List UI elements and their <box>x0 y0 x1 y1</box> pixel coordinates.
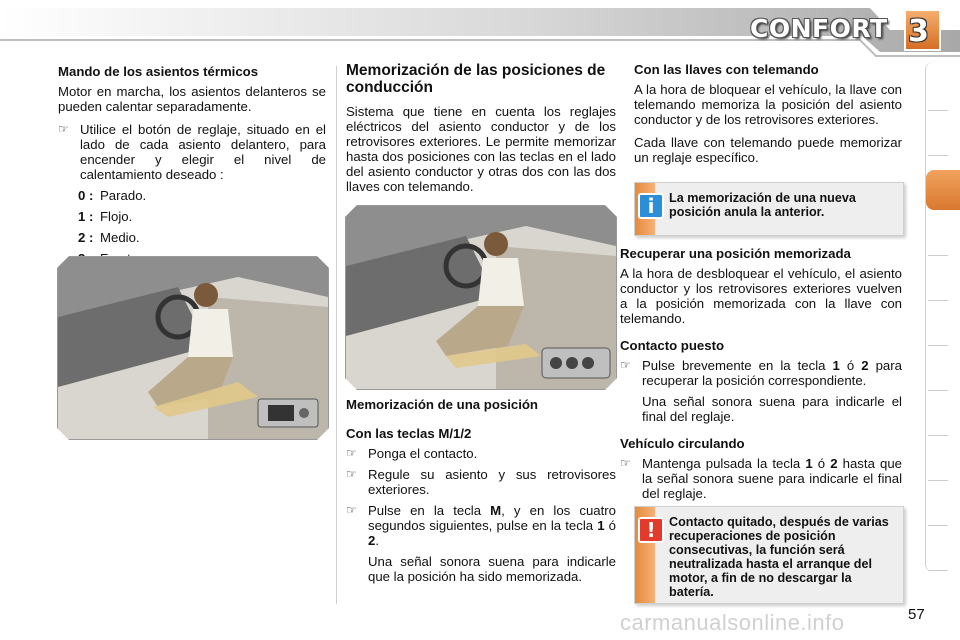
recall-text: A la hora de desbloquear el vehículo, el asiento conductor y los retrovisores exteriores vuelven a la posición memorizada con la llave con telemando. <box>620 266 902 326</box>
key-2: 2 <box>830 456 838 471</box>
column-memory-steps <box>346 397 616 592</box>
pointing-hand-icon: ☞ <box>58 122 69 136</box>
heated-seats-bullet <box>58 122 326 182</box>
heading-driving: Vehículo circulando <box>620 436 745 451</box>
heading-memory: Memorización de las posiciones de conducción <box>346 62 606 96</box>
remote-keys-text: A la hora de bloquear el vehículo, la llave con telemando memoriza la posición del asiento conductor y de los retrovisores exteriores. <box>634 82 902 127</box>
column-recall <box>620 246 902 507</box>
step-text: ó <box>812 456 831 471</box>
heading-with-buttons: Con las teclas M/1/2 <box>346 426 472 441</box>
level-label: Medio. <box>100 230 140 245</box>
chapter-tab-1[interactable] <box>928 70 948 111</box>
watermark: carmanualsonline.info <box>620 610 845 635</box>
driver-seat-drawing <box>58 257 328 439</box>
remote-keys-text-2: Cada llave con telemando puede memorizar un reglaje específico. <box>634 135 902 165</box>
memorized-note: Una señal sonora suena para indicarle que la posición ha sido memorizada. <box>368 554 616 584</box>
info-icon: i <box>638 193 664 219</box>
warning-callout <box>634 506 904 604</box>
heading-heated-seats: Mando de los asientos térmicos <box>58 64 259 79</box>
heated-seats-intro: Motor en marcha, los asientos delanteros se pueden calentar separadamente. <box>58 84 326 114</box>
heading-ignition-on: Contacto puesto <box>620 338 725 353</box>
page-title: CONFORT <box>750 14 888 43</box>
heading-remote-keys: Con las llaves con telemando <box>634 62 819 77</box>
step-text: Mantenga pulsada la tecla <box>642 456 806 471</box>
chapter-tab-6[interactable] <box>928 305 948 346</box>
step-text: Pulse en la tecla <box>368 503 491 518</box>
level-option <box>58 188 326 203</box>
chapter-number: 3 <box>908 14 929 49</box>
pointing-hand-icon: ☞ <box>346 446 357 460</box>
chapter-tab-10[interactable] <box>928 485 948 526</box>
step-press-m <box>346 503 616 548</box>
chapter-tab-7[interactable] <box>928 350 948 391</box>
key-2: 2 <box>368 533 376 548</box>
chapter-tab-3-active[interactable] <box>926 170 960 210</box>
page-header <box>0 0 960 60</box>
heated-seat-illustration <box>57 256 329 440</box>
chapter-tab-11[interactable] <box>928 530 948 571</box>
info-callout <box>634 182 904 236</box>
step-text: para recuperar la posición correspondiente. <box>642 358 902 388</box>
column-heated-seats <box>58 64 326 272</box>
recall-note: Una señal sonora suena para indicarle el final del reglaje. <box>642 394 902 424</box>
step-text: Regule su asiento y sus retrovisores exteriores. <box>368 467 616 497</box>
column-divider <box>336 66 337 604</box>
step-adjust <box>346 467 616 497</box>
step-text: Ponga el contacto. <box>368 446 478 461</box>
chapter-tab-2[interactable] <box>928 115 948 156</box>
key-1: 1 <box>805 456 813 471</box>
level-label: Flojo. <box>100 209 133 224</box>
level-key: 0 : <box>78 188 94 203</box>
step-text: . <box>375 533 380 548</box>
step-ignition <box>346 446 616 461</box>
chapter-tab-9[interactable] <box>928 440 948 481</box>
warning-callout-text: Contacto quitado, después de varias recuperaciones de posición consecutivas, la función será neutralizada hasta el arranque del motor, a fin de no descargar la batería. <box>669 515 889 599</box>
chapter-tab-5[interactable] <box>928 260 948 301</box>
memory-seat-illustration <box>345 205 617 390</box>
key-2: 2 <box>861 358 869 373</box>
step-text: , y en los cuatro segundos siguientes, pulse en la tecla <box>368 503 616 533</box>
step-text: Pulse brevemente en la tecla <box>642 358 833 373</box>
heated-seats-bullet-text: Utilice el botón de reglaje, situado en el lado de cada asiento delantero, para encender y elegir el nivel de calentamiento deseado : <box>80 122 326 182</box>
pointing-hand-icon: ☞ <box>346 467 357 481</box>
chapter-tab-8[interactable] <box>928 395 948 436</box>
info-callout-text: La memorización de una nueva posición anula la anterior. <box>669 191 856 219</box>
step-text: hasta que la señal sonora suene para indicarle el final del reglaje. <box>642 456 902 501</box>
key-m: M <box>490 503 502 518</box>
pointing-hand-icon: ☞ <box>620 456 631 470</box>
level-option <box>58 209 326 224</box>
exclamation-icon: ! <box>638 517 664 543</box>
step-text: ó <box>604 518 616 533</box>
memory-buttons-drawing <box>346 206 616 389</box>
level-option <box>58 230 326 245</box>
heading-memorize-position: Memorización de una posición <box>346 397 538 412</box>
driving-step <box>620 456 902 501</box>
key-1: 1 <box>832 358 840 373</box>
step-text: ó <box>839 358 862 373</box>
page-number: 57 <box>908 606 925 623</box>
heading-recall: Recuperar una posición memorizada <box>620 246 851 261</box>
level-key: 1 : <box>78 209 94 224</box>
key-1: 1 <box>597 518 605 533</box>
column-remote <box>634 62 902 173</box>
memory-intro: Sistema que tiene en cuenta los reglajes eléctricos del asiento conductor y de los retrovisores exteriores. Le permite memorizar hasta dos posiciones con las teclas en el lado del asiento conductor y otras dos con las dos llaves con telemando. <box>346 104 616 194</box>
level-key: 2 : <box>78 230 94 245</box>
chapter-tab-4[interactable] <box>928 215 948 256</box>
recall-step <box>620 358 902 388</box>
pointing-hand-icon: ☞ <box>346 503 357 517</box>
pointing-hand-icon: ☞ <box>620 358 631 372</box>
column-memory <box>346 62 616 202</box>
level-label: Parado. <box>100 188 147 203</box>
